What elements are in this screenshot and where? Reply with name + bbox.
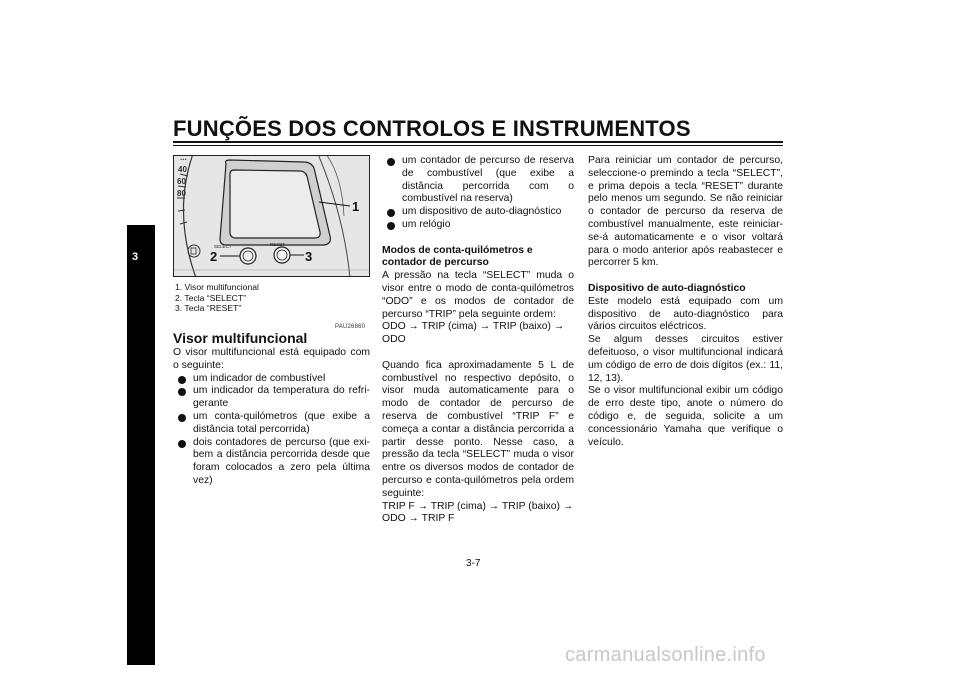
reset-paragraph: Para reiniciar um contador de percurso, seleccione-o premindo a tecla “SELECT”, e prima depois a tecla “RESET” durante pelo menos um segundo. Se não reiniciar o contador de percurso da reserva de combustível manualmente, este reiniciar-se-á automaticamente e o visor voltará para o modo anterior após reabastecer e percorrer 5 km.: [588, 155, 783, 269]
visor-feature-list: [173, 373, 370, 488]
callout-3: 3: [305, 249, 313, 264]
caption-item: 3. Tecla “RESET”: [175, 303, 242, 313]
diag-heading: Dispositivo de auto-diagnóstico: [588, 282, 746, 294]
diag-paragraph-3: Se o visor multifuncional exibir um código de erro deste tipo, anote o número do código e, de seguida, solicite a um concessionário Yamaha que verifique o veículo.: [588, 385, 783, 448]
chapter-number: 3: [132, 251, 139, 263]
list-item: um dispositivo de auto-diagnóstico: [382, 206, 574, 219]
fuel-icon: [188, 245, 200, 257]
list-item: um indicador da temperatura do refrigerante: [173, 385, 370, 411]
multifunction-display: [230, 170, 320, 238]
callout-2: 2: [210, 249, 218, 264]
caption-item: 2. Tecla “SELECT”: [175, 292, 247, 303]
section-heading-visor: Visor multifuncional: [173, 330, 308, 346]
watermark: carmanualsonline.info: [565, 644, 766, 666]
modes-paragraph-2: Quando fica aproximadamente 5 L de combustível no respectivo depósito, o visor muda automaticamente para o modo de contador de percurso de reserva de combustível “TRIP F” e começa a contar a distância percorrida a partir desse ponto. Nesse caso, a pressão da tecla “SELECT” muda o visor entre os diversos modos de contador de percurso e conta-quilómetros pela ordem seguinte:: [382, 359, 574, 499]
modes-paragraph-1: A pressão na tecla “SELECT” muda o visor entre o modo de conta-quilómetros “ODO” e os modos de contador de percurso “TRIP” pela seguinte ordem:: [382, 270, 574, 320]
column-2: [382, 155, 574, 526]
callout-1-leader: [319, 202, 350, 206]
callout-1: 1: [352, 199, 360, 214]
column-1: [173, 330, 370, 488]
button-label-reset: RESET: [270, 242, 286, 247]
title-rule-thin: [173, 145, 783, 146]
title-rule: [173, 141, 783, 143]
visor-intro: O visor multifuncional está equipado com o seguinte:: [173, 347, 370, 371]
ref-code: PAU26860: [335, 324, 366, 330]
button-label-select: SELECT: [214, 244, 232, 249]
list-item: um relógio: [382, 219, 574, 232]
gauge-tick-top: ...: [180, 156, 187, 162]
caption-item: 1. Visor multifuncional: [175, 282, 259, 292]
diag-paragraph-1: Este modelo está equipado com um dispositivo de auto-diagnóstico para vários circuitos eléctricos.: [588, 295, 783, 333]
gauge-tick-label: 60: [177, 177, 186, 186]
chapter-tab: [127, 225, 155, 665]
gauge-arc: [183, 156, 196, 277]
list-item: um contador de percurso de reserva de combustível (que exibe a distância percorrida com o combustível na reserva): [382, 155, 574, 206]
modes-sequence-1: ODO → TRIP (cima) → TRIP (baixo) → ODO: [382, 321, 565, 346]
figure-captions: [175, 282, 259, 314]
instrument-drawing: [174, 156, 370, 277]
gauge-tick-label: 40: [178, 165, 187, 174]
modes-sequence-2: TRIP F → TRIP (cima) → TRIP (baixo) → ODO → TRIP F: [382, 500, 574, 525]
page-number: 3-7: [466, 558, 481, 569]
gauge-tick-label: 80: [177, 189, 186, 198]
list-item: dois contadores de percurso (que exibem a distância percorrida desde que foram colocados a zero pela última vez): [173, 437, 370, 488]
list-item: um indicador de combustível: [173, 373, 370, 386]
instrument-figure: [173, 155, 370, 277]
reset-button: [274, 247, 290, 263]
list-item: um conta-quilómetros (que exibe a distância total percorrida): [173, 411, 370, 437]
select-button: [240, 248, 256, 264]
column-3: [588, 155, 783, 449]
page-title: FUNÇÕES DOS CONTROLOS E INSTRUMENTOS: [173, 116, 691, 141]
diag-paragraph-2: Se algum desses circuitos estiver defeituoso, o visor multifuncional indicará um código de erro de dois dígitos (ex.: 11, 12, 13).: [588, 334, 783, 384]
modes-heading: Modos de conta-quilómetros e contador de percurso: [382, 244, 533, 269]
visor-feature-list-cont: [382, 155, 574, 232]
